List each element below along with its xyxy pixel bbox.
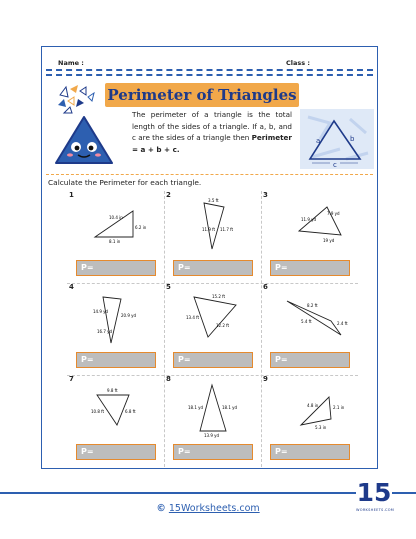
intro-text — [132, 109, 292, 155]
side-label: 11.9 ft — [202, 227, 216, 232]
footer-credit[interactable] — [0, 503, 416, 514]
problem-number: 2 — [166, 191, 171, 199]
side-label: 19 yd — [323, 238, 335, 243]
diagram-label-a: a — [316, 137, 321, 145]
answer-box[interactable] — [173, 352, 253, 368]
logo-number: 15 — [356, 478, 392, 507]
name-label: Name : — [58, 59, 84, 67]
diagram-label-c: c — [333, 161, 337, 169]
answer-box[interactable] — [76, 444, 156, 460]
side-label: 18.1 yd — [222, 405, 238, 410]
footer-divider — [0, 492, 416, 494]
problem-4 — [67, 283, 164, 375]
problem-2 — [164, 191, 261, 283]
triangle-1 — [67, 191, 164, 259]
problem-number: 7 — [69, 375, 74, 383]
copyright-symbol: © — [156, 503, 166, 514]
side-label: 15.2 ft — [212, 294, 226, 299]
answer-box[interactable] — [76, 260, 156, 276]
side-label: 10.4 in — [109, 215, 123, 220]
intro-paragraph: The perimeter of a triangle is the total length of the sides of a triangle. If a, b, and c are the sides of a triangle then — [132, 110, 292, 142]
problem-number: 4 — [69, 283, 74, 291]
triangle-5 — [164, 283, 261, 351]
side-label: 6.2 in — [135, 225, 147, 230]
answer-label: P= — [81, 263, 94, 272]
side-label: 10.8 ft — [91, 409, 105, 414]
answer-label: P= — [178, 263, 191, 272]
problem-number: 5 — [166, 283, 171, 291]
triangle-8 — [164, 375, 261, 443]
side-label: 5.4 ft — [301, 319, 312, 324]
diagram-label-b: b — [350, 135, 355, 143]
triangle-3 — [261, 191, 358, 259]
answer-label: P= — [275, 263, 288, 272]
dashed-divider-orange — [46, 174, 373, 175]
logo-text: WORKSHEETS.COM — [356, 508, 395, 512]
problem-3 — [261, 191, 358, 283]
problem-9 — [261, 375, 358, 467]
answer-label: P= — [81, 447, 94, 456]
triangle-2 — [164, 191, 261, 259]
side-label: 13.4 ft — [186, 315, 200, 320]
answer-box[interactable] — [270, 352, 350, 368]
triangle-9 — [261, 375, 358, 443]
title-banner — [105, 83, 299, 107]
problem-number: 8 — [166, 375, 171, 383]
side-label: 18.1 yd — [188, 405, 204, 410]
side-label: 12.2 ft — [216, 323, 230, 328]
side-label: 2.1 in — [333, 405, 345, 410]
side-label: 7.9 yd — [327, 211, 340, 216]
side-label: 4.8 in — [307, 403, 319, 408]
class-label: Class : — [286, 59, 310, 67]
site-logo — [356, 478, 395, 516]
answer-label: P= — [178, 355, 191, 364]
worksheet — [41, 46, 378, 469]
side-label: 16.7 yd — [97, 329, 113, 334]
problem-1 — [67, 191, 164, 283]
side-label: 3.5 ft — [208, 198, 219, 203]
problem-number: 6 — [263, 283, 268, 291]
side-label: 11.9 yd — [301, 217, 317, 222]
side-label: 5.3 in — [315, 425, 327, 430]
answer-label: P= — [275, 355, 288, 364]
problem-number: 3 — [263, 191, 268, 199]
dashed-divider-top-2 — [46, 74, 373, 76]
decorative-triangles-icon — [56, 85, 104, 115]
dashed-divider-top — [46, 69, 373, 71]
side-label: 2.4 ft — [337, 321, 348, 326]
page-title: Perimeter of Triangles — [107, 86, 297, 104]
answer-label: P= — [81, 355, 94, 364]
answer-label: P= — [178, 447, 191, 456]
problem-5 — [164, 283, 261, 375]
side-label: 6.8 ft — [125, 409, 136, 414]
answer-box[interactable] — [173, 260, 253, 276]
problem-8 — [164, 375, 261, 467]
triangle-7 — [67, 375, 164, 443]
side-label: 11.7 ft — [220, 227, 234, 232]
triangle-6 — [261, 283, 358, 351]
side-label: 14.9 yd — [93, 309, 109, 314]
side-label: 13.9 yd — [204, 433, 220, 438]
side-label: 9.8 ft — [107, 388, 118, 393]
triangle-mascot-icon — [54, 115, 114, 167]
problem-number: 9 — [263, 375, 268, 383]
triangle-4 — [67, 283, 164, 351]
problem-6 — [261, 283, 358, 375]
answer-box[interactable] — [173, 444, 253, 460]
site-link[interactable]: 15Worksheets.com — [168, 503, 260, 514]
side-label: 8.1 in — [109, 239, 121, 244]
name-class-bar — [42, 47, 377, 71]
perimeter-formula: Perimeter = a + b + c. — [132, 133, 292, 154]
problem-7 — [67, 375, 164, 467]
answer-box[interactable] — [270, 260, 350, 276]
side-label: 8.2 ft — [307, 303, 318, 308]
answer-box[interactable] — [76, 352, 156, 368]
answer-box[interactable] — [270, 444, 350, 460]
answer-label: P= — [275, 447, 288, 456]
abc-triangle-diagram — [300, 109, 374, 169]
side-label: 20.9 yd — [121, 313, 137, 318]
problem-number: 1 — [69, 191, 74, 199]
instruction-text: Calculate the Perimeter for each triangle. — [48, 178, 202, 187]
problems-grid — [67, 191, 358, 467]
